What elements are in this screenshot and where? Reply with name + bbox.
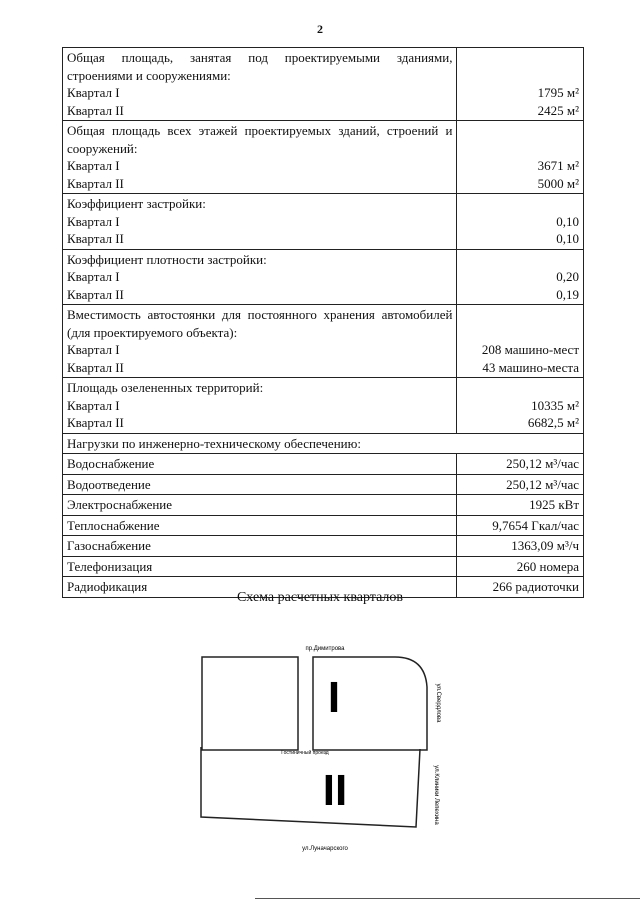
utility-value: 260 номера — [457, 556, 584, 577]
quarter-label: Квартал I — [67, 397, 120, 413]
utility-value: 250,12 м³/час — [457, 474, 584, 495]
quarter-label: Квартал II — [67, 231, 124, 246]
quarter-label: Квартал I — [67, 213, 120, 229]
section-value-cell — [457, 249, 584, 305]
quarter-label: Квартал II — [67, 415, 124, 430]
section-heading: Общая площадь всех этажей проектируемых зданий, строений и сооружений: — [67, 123, 453, 156]
schema-title: Схема расчетных кварталов — [236, 590, 404, 605]
quarter-value: 0,19 — [556, 286, 579, 302]
section-value-cell — [457, 121, 584, 194]
quarter-label: Квартал II — [67, 359, 124, 375]
quarter-label: Квартал II — [67, 286, 124, 302]
utility-value: 250,12 м³/час — [457, 454, 584, 475]
utilities-heading: Нагрузки по инженерно-техническому обеспечению: — [63, 433, 584, 454]
quarter-label: Квартал I — [67, 342, 120, 357]
parameters-table — [62, 47, 584, 598]
quarter-label: Квартал II — [67, 102, 124, 118]
street-label-top: пр.Димитрова — [305, 646, 345, 652]
table-row — [63, 194, 584, 250]
table-row — [63, 378, 584, 434]
section-label-cell — [63, 249, 457, 305]
utility-value: 266 радиоточки — [457, 577, 584, 598]
table-row — [63, 48, 584, 121]
table-row — [63, 556, 584, 577]
section-heading: Общая площадь, занятая под проектируемыми зданиями, строениями и сооружениями: — [67, 50, 453, 83]
table-row — [63, 249, 584, 305]
section-value-cell — [457, 194, 584, 250]
section-value-cell — [457, 305, 584, 378]
section-label-cell — [63, 305, 457, 378]
quarter-2-label: II — [322, 766, 348, 815]
street-label-right-lower: ул.Клиники Лепехина — [433, 765, 439, 825]
quarter-value: 0,10 — [556, 231, 579, 246]
table-row — [63, 536, 584, 557]
street-label-right: ул.Свердлова — [435, 683, 441, 723]
utility-label: Теплоснабжение — [63, 515, 457, 536]
section-label-cell — [63, 378, 457, 434]
section-value-cell — [457, 378, 584, 434]
quarter-value: 0,20 — [556, 269, 579, 284]
quarter-label: Квартал I — [67, 85, 120, 100]
table-row — [63, 305, 584, 378]
section-heading: Коэффициент плотности застройки: — [67, 251, 267, 267]
section-value-cell — [457, 48, 584, 121]
footer-line — [255, 898, 640, 899]
table-row — [63, 515, 584, 536]
table-row — [63, 121, 584, 194]
section-label-cell — [63, 194, 457, 250]
street-label-middle: Гостиничный проезд — [281, 750, 329, 756]
table-row — [63, 495, 584, 516]
quarter-label: Квартал I — [67, 158, 120, 173]
section-label-cell — [63, 48, 457, 121]
table-row — [63, 454, 584, 475]
utility-value: 9,7654 Гкал/час — [457, 515, 584, 536]
quarter-value: 2425 м² — [537, 102, 579, 118]
quarter-value: 43 машино-места — [482, 359, 579, 375]
table-row — [63, 474, 584, 495]
quarter-value: 208 машино-мест — [481, 342, 579, 357]
utility-label: Водоснабжение — [63, 454, 457, 475]
quarter-value: 0,10 — [556, 213, 579, 229]
quarter-value: 5000 м² — [537, 175, 579, 191]
table-row-utilities-heading — [63, 433, 584, 454]
quarter-2-outline — [201, 747, 420, 827]
street-label-bottom: ул.Луначарского — [302, 846, 348, 852]
quarter-1-label: I — [327, 673, 341, 722]
adjacent-block — [202, 657, 298, 750]
quarter-value: 10335 м² — [531, 397, 579, 413]
section-heading: Площадь озелененных территорий: — [67, 380, 264, 395]
section-heading: Коэффициент застройки: — [67, 196, 206, 211]
quarters-map — [0, 630, 640, 870]
section-heading: Вместимость автостоянки для постоянного хранения автомобилей (для проектируемого объекта): — [67, 307, 453, 340]
utility-label: Телефонизация — [63, 556, 457, 577]
quarter-label: Квартал II — [67, 175, 124, 191]
quarter-value: 1795 м² — [537, 85, 579, 100]
utility-value: 1363,09 м³/ч — [457, 536, 584, 557]
utility-label: Газоснабжение — [63, 536, 457, 557]
utility-value: 1925 кВт — [457, 495, 584, 516]
utility-label: Электроснабжение — [63, 495, 457, 516]
section-label-cell — [63, 121, 457, 194]
quarter-value: 3671 м² — [537, 158, 579, 173]
quarter-value: 6682,5 м² — [527, 415, 579, 430]
utility-label: Радиофикация — [63, 577, 457, 598]
quarter-label: Квартал I — [67, 269, 120, 284]
page-number: 2 — [317, 22, 323, 36]
utility-label: Водоотведение — [63, 474, 457, 495]
